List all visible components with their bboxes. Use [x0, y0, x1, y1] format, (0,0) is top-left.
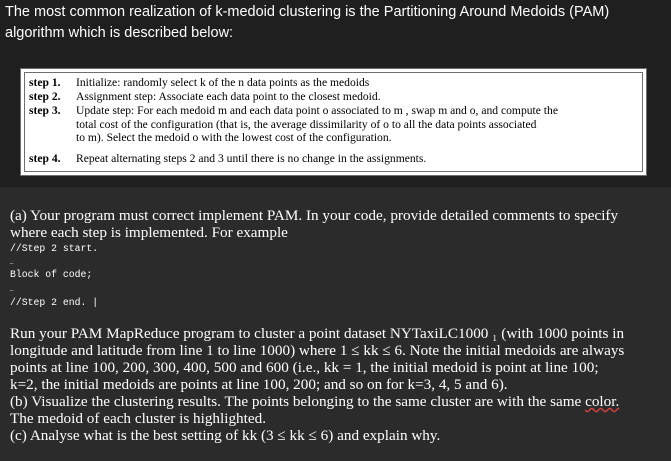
step-number: step 3.: [29, 104, 61, 117]
part-b-text: (b) Visualize the clustering results. The points belonging to the same cluster are with the same: [10, 393, 586, 410]
intro-panel: [0, 0, 671, 187]
code-start-comment: //Step 2 start.: [10, 243, 99, 254]
step-text: [76, 104, 641, 145]
algorithm-box: [20, 68, 647, 176]
task-line-4: k=2, the initial medoids are points at line 100, 200; and so on for k=3, 4, 5 and 6).: [10, 376, 508, 393]
intro-line-1: The most common realization of k-medoid clustering is the Partitioning Around Medoids (PAM): [5, 4, 610, 20]
code-end-comment: //Step 2 end. |: [10, 297, 99, 308]
step-text-line: Update step: For each medoid m and each data point o associated to m , swap m and o, and compute the: [76, 104, 558, 117]
step-text: Repeat alternating steps 2 and 3 until there is no change in the assignments.: [76, 152, 427, 165]
part-a-line-1: (a) Your program must correct implement PAM. In your code, provide detailed comments to specify: [10, 207, 619, 224]
intro-text: [5, 2, 665, 44]
code-ellipsis: …: [10, 286, 14, 293]
spellcheck-word: color.: [585, 393, 620, 410]
task-line-2: longitude and latitude from line 1 to line 1000) where 1 ≤ kk ≤ 6. Note the initial medoids are always: [10, 342, 625, 359]
task-description: [10, 325, 665, 444]
step-text: Initialize: randomly select k of the n data points as the medoids: [76, 76, 370, 89]
code-ellipsis: …: [10, 259, 14, 266]
step-text-line: to m). Select the medoid o with the lowest cost of the configuration.: [76, 131, 392, 145]
step-number: step 1.: [29, 76, 61, 89]
algorithm-inner-frame: [24, 72, 643, 172]
part-b-line-1: [10, 393, 619, 410]
code-block-line: Block of code;: [10, 269, 93, 280]
step-number: step 4.: [29, 152, 61, 165]
step-text: Assignment step: Associate each data point to the closest medoid.: [76, 90, 381, 103]
intro-line-2: algorithm which is described below:: [5, 25, 234, 41]
task-line-1: Run your PAM MapReduce program to cluster a point dataset NYTaxiLC1000 ₁ (with 1000 points in: [10, 325, 625, 342]
task-line-3: points at line 100, 200, 300, 400, 500 and 600 (i.e., kk = 1, the initial medoid is point at line 100;: [10, 359, 599, 376]
part-b-line-2: The medoid of each cluster is highlighted.: [10, 410, 267, 427]
step-text-line: total cost of the configuration (that is, the average dissimilarity of o to all the data points associated: [76, 117, 537, 131]
step-number: step 2.: [29, 90, 61, 103]
part-c-line-1: (c) Analyse what is the best setting of kk (3 ≤ kk ≤ 6) and explain why.: [10, 427, 441, 444]
part-a-line-2: where each step is implemented. For example: [10, 224, 288, 241]
part-a-text: [10, 207, 665, 241]
question-panel: [0, 187, 671, 461]
